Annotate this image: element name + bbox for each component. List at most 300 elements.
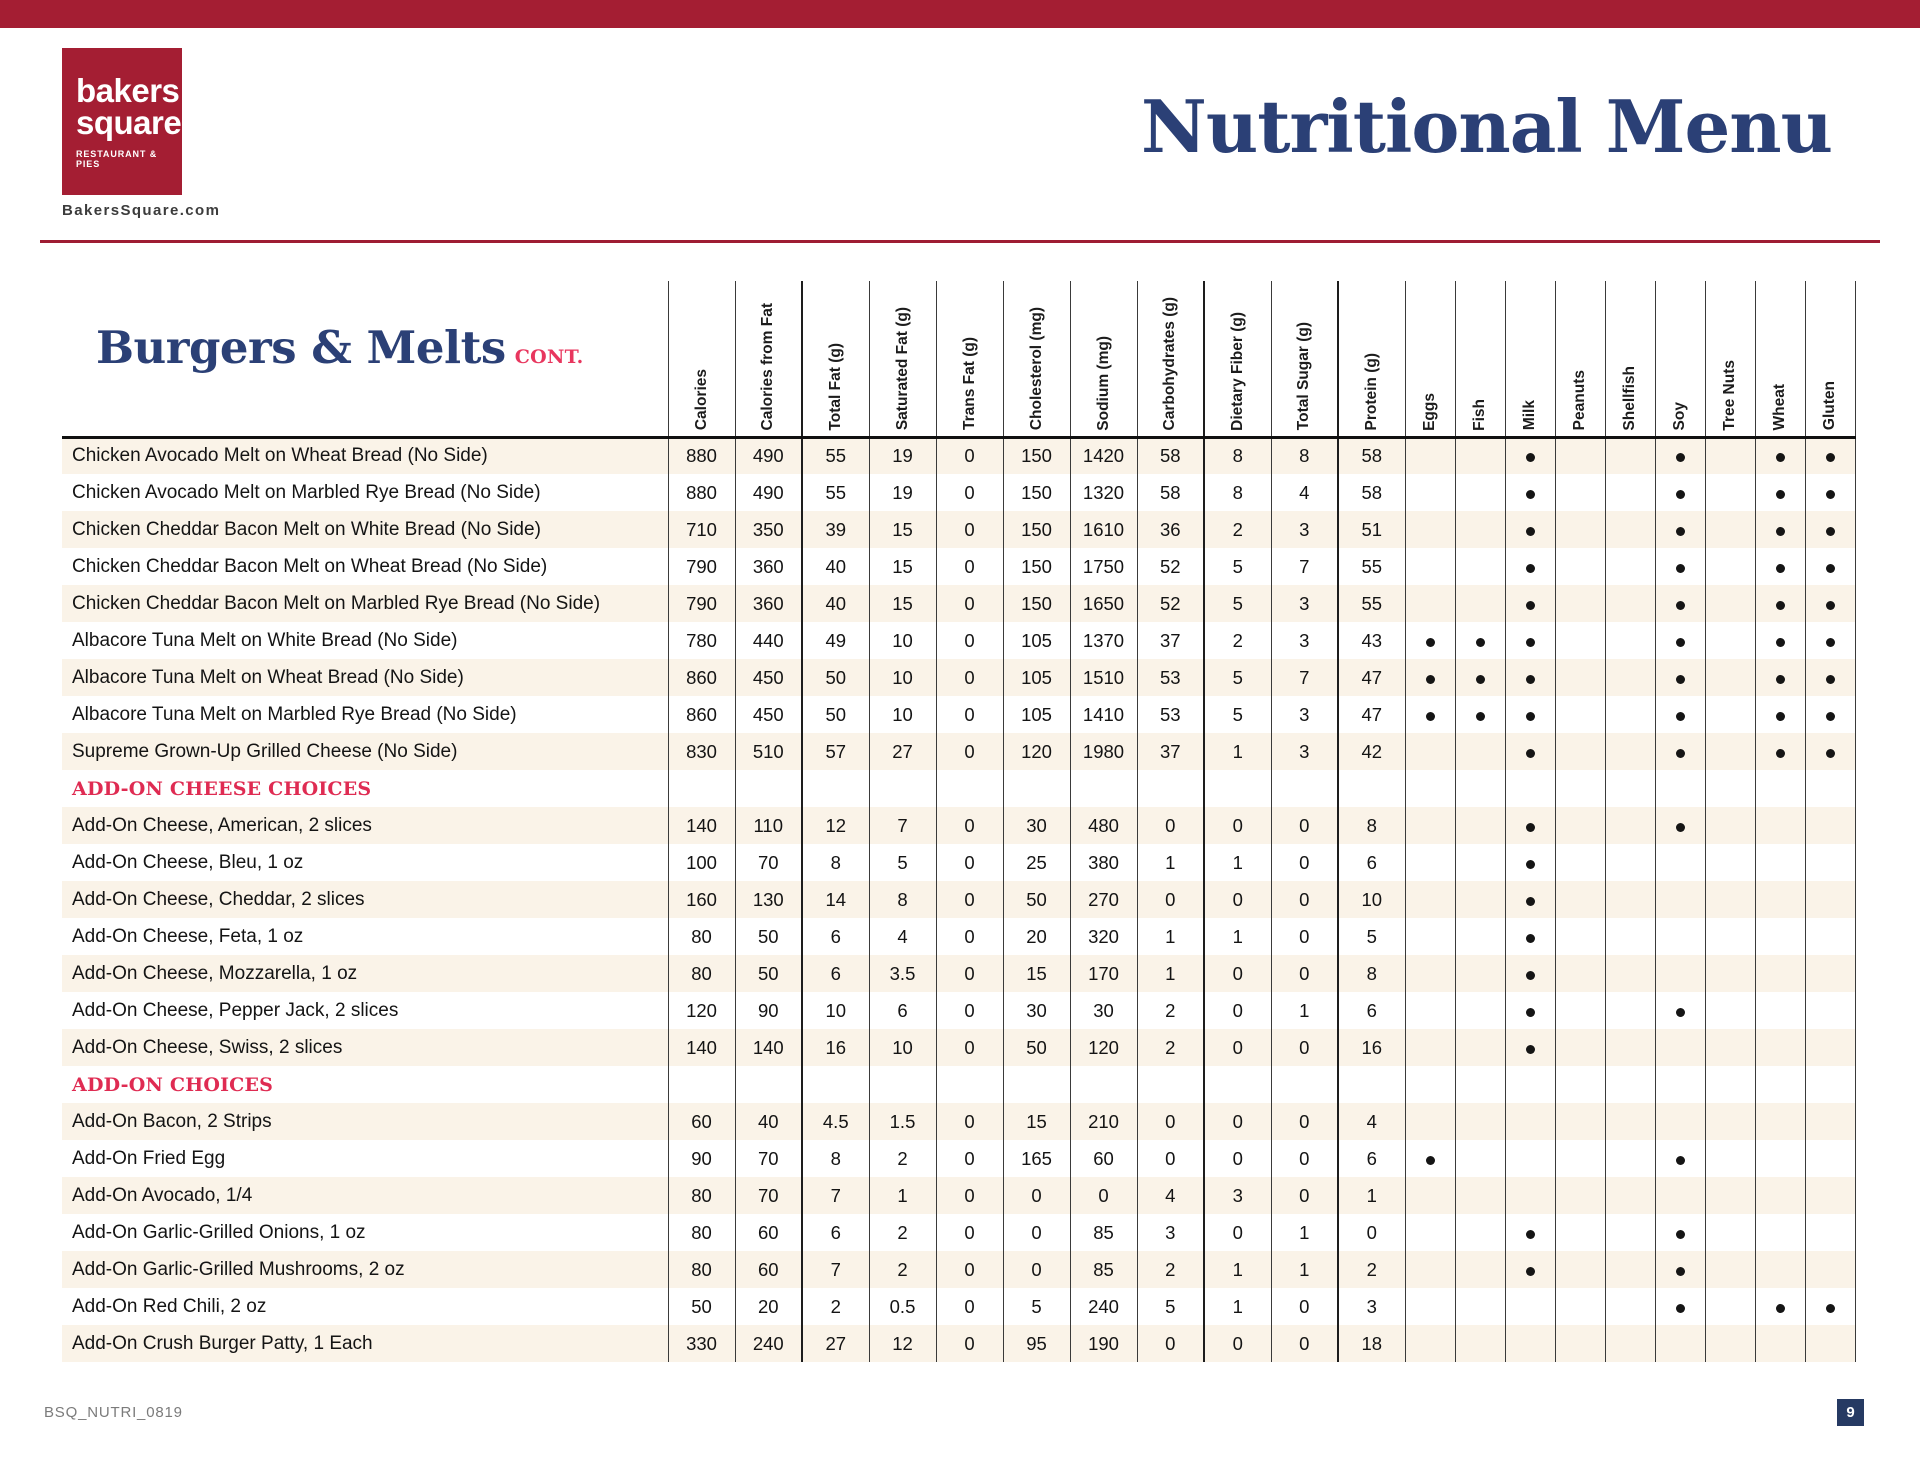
value-cell: 0 (936, 992, 1003, 1029)
value-cell: 0 (1204, 807, 1271, 844)
allergen-cell (1405, 1177, 1455, 1214)
value-cell: 52 (1137, 548, 1204, 585)
item-name-cell: Chicken Avocado Melt on Marbled Rye Bread (No Side) (62, 474, 668, 511)
value-cell: 780 (668, 622, 735, 659)
allergen-cell (1705, 1177, 1755, 1214)
allergen-dot-icon (1426, 638, 1435, 647)
allergen-cell (1405, 548, 1455, 585)
item-name-cell: Albacore Tuna Melt on Marbled Rye Bread (No Side) (62, 696, 668, 733)
table-row (62, 1140, 1855, 1177)
allergen-cell (1505, 585, 1555, 622)
value-cell: 7 (802, 1251, 869, 1288)
allergen-cell (1555, 1325, 1605, 1362)
allergen-cell (1555, 511, 1605, 548)
value-cell: 4 (1137, 1177, 1204, 1214)
allergen-cell (1555, 1214, 1605, 1251)
allergen-cell (1805, 696, 1855, 733)
allergen-cell (1755, 992, 1805, 1029)
allergen-dot-icon (1826, 527, 1835, 536)
allergen-cell (1605, 1029, 1655, 1066)
value-cell: 0 (936, 1214, 1003, 1251)
allergen-cell (1505, 1066, 1555, 1103)
allergen-cell (1605, 585, 1655, 622)
table-row (62, 918, 1855, 955)
value-cell: 0 (936, 881, 1003, 918)
allergen-dot-icon (1776, 601, 1785, 610)
value-cell: 0 (936, 1029, 1003, 1066)
column-header-eggs: Eggs (1405, 281, 1455, 437)
allergen-cell (1455, 1066, 1505, 1103)
site-url: BakersSquare.com (62, 202, 221, 219)
table-row (62, 807, 1855, 844)
value-cell: 0 (936, 622, 1003, 659)
allergen-cell (1755, 474, 1805, 511)
allergen-dot-icon (1776, 564, 1785, 573)
allergen-cell (1755, 1214, 1805, 1251)
allergen-cell (1655, 955, 1705, 992)
value-cell: 2 (1137, 992, 1204, 1029)
value-cell: 3 (1204, 1177, 1271, 1214)
value-cell: 95 (1003, 1325, 1070, 1362)
value-cell: 4 (1338, 1103, 1405, 1140)
value-cell: 15 (1003, 1103, 1070, 1140)
value-cell: 0 (936, 955, 1003, 992)
value-cell: 120 (1070, 1029, 1137, 1066)
value-cell: 0 (1204, 1325, 1271, 1362)
value-cell: 6 (802, 1214, 869, 1251)
allergen-cell (1605, 548, 1655, 585)
item-name-cell: Chicken Cheddar Bacon Melt on Marbled Rye Bread (No Side) (62, 585, 668, 622)
table-row (62, 1103, 1855, 1140)
allergen-cell (1805, 844, 1855, 881)
allergen-dot-icon (1526, 453, 1535, 462)
allergen-cell (1605, 1325, 1655, 1362)
allergen-cell (1505, 770, 1555, 807)
column-header-calories-from-fat: Calories from Fat (735, 281, 802, 437)
value-cell: 880 (668, 474, 735, 511)
value-cell: 6 (1338, 1140, 1405, 1177)
allergen-dot-icon (1526, 823, 1535, 832)
allergen-cell (1505, 918, 1555, 955)
table-row (62, 696, 1855, 733)
column-header-saturated-fat-g: Saturated Fat (g) (869, 281, 936, 437)
value-cell: 0 (1137, 807, 1204, 844)
value-cell (1338, 1066, 1405, 1103)
value-cell: 55 (802, 474, 869, 511)
allergen-dot-icon (1676, 712, 1685, 721)
value-cell: 3 (1271, 511, 1338, 548)
allergen-cell (1705, 733, 1755, 770)
allergen-cell (1605, 807, 1655, 844)
allergen-dot-icon (1526, 749, 1535, 758)
allergen-cell (1655, 659, 1705, 696)
allergen-cell (1455, 585, 1505, 622)
value-cell: 6 (802, 955, 869, 992)
allergen-cell (1555, 1288, 1605, 1325)
value-cell: 0 (1271, 1177, 1338, 1214)
value-cell: 0 (936, 918, 1003, 955)
allergen-cell (1455, 474, 1505, 511)
allergen-cell (1755, 918, 1805, 955)
value-cell: 490 (735, 437, 802, 474)
allergen-dot-icon (1826, 638, 1835, 647)
column-header-total-sugar-g: Total Sugar (g) (1271, 281, 1338, 437)
item-name-cell: Add-On Fried Egg (62, 1140, 668, 1177)
table-row (62, 844, 1855, 881)
footer-doc-code: BSQ_NUTRI_0819 (44, 1404, 183, 1421)
bakers-square-logo (62, 48, 197, 195)
value-cell: 55 (1338, 585, 1405, 622)
value-cell: 20 (735, 1288, 802, 1325)
table-row (62, 733, 1855, 770)
allergen-cell (1505, 992, 1555, 1029)
value-cell: 70 (735, 844, 802, 881)
allergen-cell (1455, 659, 1505, 696)
value-cell: 15 (869, 548, 936, 585)
allergen-dot-icon (1526, 490, 1535, 499)
value-cell: 105 (1003, 659, 1070, 696)
allergen-cell (1405, 437, 1455, 474)
allergen-cell (1705, 1140, 1755, 1177)
value-cell: 1 (1271, 1214, 1338, 1251)
allergen-cell (1655, 1103, 1705, 1140)
allergen-cell (1555, 733, 1605, 770)
allergen-cell (1605, 992, 1655, 1029)
value-cell: 0 (936, 659, 1003, 696)
value-cell: 1370 (1070, 622, 1137, 659)
table-row (62, 955, 1855, 992)
allergen-cell (1605, 659, 1655, 696)
allergen-cell (1505, 881, 1555, 918)
value-cell (735, 1066, 802, 1103)
allergen-dot-icon (1526, 934, 1535, 943)
allergen-dot-icon (1676, 638, 1685, 647)
allergen-cell (1455, 1251, 1505, 1288)
value-cell: 1 (1137, 955, 1204, 992)
allergen-cell (1705, 1288, 1755, 1325)
value-cell: 0 (1204, 955, 1271, 992)
table-heading-cont: CONT. (514, 346, 584, 368)
allergen-cell (1605, 1177, 1655, 1214)
value-cell: 15 (869, 511, 936, 548)
allergen-cell (1755, 844, 1805, 881)
value-cell: 70 (735, 1177, 802, 1214)
value-cell: 0 (936, 511, 1003, 548)
allergen-cell (1605, 511, 1655, 548)
allergen-dot-icon (1826, 601, 1835, 610)
value-cell: 0 (1070, 1177, 1137, 1214)
allergen-cell (1405, 992, 1455, 1029)
allergen-dot-icon (1526, 564, 1535, 573)
value-cell: 1 (1338, 1177, 1405, 1214)
allergen-cell (1555, 955, 1605, 992)
allergen-dot-icon (1826, 490, 1835, 499)
value-cell: 30 (1003, 992, 1070, 1029)
allergen-cell (1705, 1214, 1755, 1251)
logo-line-2: square.® (76, 104, 197, 142)
value-cell: 150 (1003, 511, 1070, 548)
value-cell: 3 (1338, 1288, 1405, 1325)
allergen-cell (1505, 1288, 1555, 1325)
table-row (62, 659, 1855, 696)
allergen-cell (1755, 733, 1805, 770)
allergen-dot-icon (1776, 638, 1785, 647)
value-cell: 1 (1204, 1251, 1271, 1288)
value-cell: 85 (1070, 1214, 1137, 1251)
allergen-cell (1605, 1066, 1655, 1103)
value-cell: 8 (869, 881, 936, 918)
value-cell: 50 (802, 659, 869, 696)
allergen-cell (1605, 1103, 1655, 1140)
allergen-cell (1505, 844, 1555, 881)
value-cell: 10 (1338, 881, 1405, 918)
allergen-cell (1755, 659, 1805, 696)
allergen-cell (1405, 955, 1455, 992)
value-cell (1137, 770, 1204, 807)
table-row (62, 622, 1855, 659)
value-cell: 6 (802, 918, 869, 955)
value-cell: 7 (1271, 548, 1338, 585)
allergen-dot-icon (1526, 1230, 1535, 1239)
allergen-cell (1705, 770, 1755, 807)
allergen-cell (1755, 770, 1805, 807)
allergen-cell (1455, 955, 1505, 992)
value-cell: 0 (1271, 1325, 1338, 1362)
value-cell: 1 (1271, 1251, 1338, 1288)
value-cell: 190 (1070, 1325, 1137, 1362)
value-cell: 2 (869, 1214, 936, 1251)
allergen-dot-icon (1676, 564, 1685, 573)
value-cell: 50 (802, 696, 869, 733)
allergen-cell (1805, 659, 1855, 696)
item-name-cell: Chicken Avocado Melt on Wheat Bread (No Side) (62, 437, 668, 474)
page-title: Nutritional Menu (1141, 84, 1832, 169)
allergen-cell (1405, 918, 1455, 955)
column-header-soy: Soy (1655, 281, 1705, 437)
allergen-cell (1455, 1325, 1505, 1362)
allergen-cell (1505, 1214, 1555, 1251)
value-cell: 880 (668, 437, 735, 474)
allergen-dot-icon (1526, 601, 1535, 610)
value-cell: 0 (1204, 1103, 1271, 1140)
allergen-dot-icon (1526, 897, 1535, 906)
allergen-dot-icon (1676, 749, 1685, 758)
value-cell: 30 (1003, 807, 1070, 844)
item-name-cell: Albacore Tuna Melt on White Bread (No Side) (62, 622, 668, 659)
allergen-dot-icon (1776, 675, 1785, 684)
value-cell: 0 (936, 1177, 1003, 1214)
value-cell: 5 (1137, 1288, 1204, 1325)
allergen-cell (1705, 918, 1755, 955)
allergen-cell (1655, 1029, 1705, 1066)
column-header-total-fat-g: Total Fat (g) (802, 281, 869, 437)
value-cell: 40 (735, 1103, 802, 1140)
allergen-cell (1555, 622, 1605, 659)
value-cell: 0 (1003, 1251, 1070, 1288)
value-cell (1338, 770, 1405, 807)
value-cell: 130 (735, 881, 802, 918)
allergen-cell (1455, 770, 1505, 807)
item-name-cell: Chicken Cheddar Bacon Melt on White Bread (No Side) (62, 511, 668, 548)
section-label-cell: ADD-ON CHOICES (62, 1066, 668, 1103)
allergen-dot-icon (1826, 712, 1835, 721)
value-cell: 270 (1070, 881, 1137, 918)
allergen-cell (1755, 437, 1805, 474)
value-cell: 320 (1070, 918, 1137, 955)
section-row (62, 1066, 1855, 1103)
value-cell: 3.5 (869, 955, 936, 992)
value-cell: 53 (1137, 659, 1204, 696)
value-cell: 12 (802, 807, 869, 844)
allergen-cell (1455, 696, 1505, 733)
allergen-cell (1555, 770, 1605, 807)
page-number-badge: 9 (1837, 1399, 1864, 1426)
allergen-cell (1805, 548, 1855, 585)
value-cell: 450 (735, 696, 802, 733)
value-cell: 1 (1204, 733, 1271, 770)
value-cell: 47 (1338, 659, 1405, 696)
item-name-cell: Chicken Cheddar Bacon Melt on Wheat Bread (No Side) (62, 548, 668, 585)
allergen-dot-icon (1476, 712, 1485, 721)
allergen-cell (1705, 844, 1755, 881)
value-cell: 19 (869, 474, 936, 511)
item-name-cell: Add-On Cheese, Bleu, 1 oz (62, 844, 668, 881)
allergen-cell (1755, 1251, 1805, 1288)
allergen-cell (1505, 622, 1555, 659)
allergen-cell (1505, 1177, 1555, 1214)
value-cell: 0 (936, 733, 1003, 770)
allergen-cell (1555, 1103, 1605, 1140)
value-cell: 60 (1070, 1140, 1137, 1177)
value-cell: 5 (1204, 696, 1271, 733)
allergen-cell (1455, 844, 1505, 881)
value-cell: 0 (1204, 1140, 1271, 1177)
allergen-cell (1555, 918, 1605, 955)
allergen-dot-icon (1526, 1045, 1535, 1054)
allergen-cell (1755, 1288, 1805, 1325)
allergen-cell (1405, 622, 1455, 659)
table-heading: Burgers & Melts (96, 321, 506, 374)
value-cell: 0 (936, 548, 1003, 585)
allergen-cell (1655, 511, 1705, 548)
allergen-cell (1655, 807, 1705, 844)
table-row (62, 474, 1855, 511)
allergen-cell (1655, 474, 1705, 511)
value-cell: 0 (1137, 881, 1204, 918)
allergen-cell (1755, 1140, 1805, 1177)
value-cell: 150 (1003, 585, 1070, 622)
table-row (62, 585, 1855, 622)
allergen-cell (1805, 474, 1855, 511)
section-label-cell: ADD-ON CHEESE CHOICES (62, 770, 668, 807)
value-cell: 0 (936, 696, 1003, 733)
allergen-dot-icon (1676, 490, 1685, 499)
value-cell: 20 (1003, 918, 1070, 955)
allergen-cell (1455, 733, 1505, 770)
allergen-cell (1555, 1066, 1605, 1103)
value-cell: 42 (1338, 733, 1405, 770)
value-cell: 80 (668, 1251, 735, 1288)
value-cell: 47 (1338, 696, 1405, 733)
allergen-cell (1755, 1029, 1805, 1066)
allergen-cell (1455, 918, 1505, 955)
value-cell: 480 (1070, 807, 1137, 844)
value-cell: 120 (668, 992, 735, 1029)
value-cell: 1610 (1070, 511, 1137, 548)
allergen-dot-icon (1526, 1267, 1535, 1276)
allergen-dot-icon (1776, 712, 1785, 721)
value-cell: 6 (869, 992, 936, 1029)
allergen-dot-icon (1476, 675, 1485, 684)
column-header-peanuts: Peanuts (1555, 281, 1605, 437)
allergen-cell (1605, 1214, 1655, 1251)
value-cell: 58 (1137, 437, 1204, 474)
allergen-cell (1555, 474, 1605, 511)
header-divider (40, 240, 1880, 243)
value-cell: 360 (735, 585, 802, 622)
allergen-dot-icon (1676, 527, 1685, 536)
allergen-cell (1605, 881, 1655, 918)
value-cell: 0 (1204, 992, 1271, 1029)
allergen-cell (1755, 955, 1805, 992)
allergen-cell (1555, 1029, 1605, 1066)
allergen-dot-icon (1826, 1304, 1835, 1313)
allergen-dot-icon (1676, 675, 1685, 684)
value-cell: 58 (1338, 437, 1405, 474)
value-cell: 1 (869, 1177, 936, 1214)
allergen-cell (1805, 955, 1855, 992)
allergen-dot-icon (1676, 453, 1685, 462)
value-cell: 8 (1271, 437, 1338, 474)
value-cell: 5 (869, 844, 936, 881)
value-cell: 1510 (1070, 659, 1137, 696)
value-cell: 2 (1137, 1251, 1204, 1288)
allergen-cell (1655, 733, 1705, 770)
item-name-cell: Add-On Avocado, 1/4 (62, 1177, 668, 1214)
allergen-cell (1455, 1140, 1505, 1177)
value-cell: 0 (936, 437, 1003, 474)
value-cell: 5 (1204, 548, 1271, 585)
value-cell: 27 (869, 733, 936, 770)
value-cell: 5 (1204, 659, 1271, 696)
allergen-cell (1405, 1103, 1455, 1140)
value-cell: 30 (1070, 992, 1137, 1029)
allergen-cell (1655, 437, 1705, 474)
allergen-cell (1805, 1103, 1855, 1140)
allergen-cell (1655, 770, 1705, 807)
value-cell: 3 (1271, 622, 1338, 659)
table-header-row (62, 281, 1855, 437)
allergen-dot-icon (1426, 675, 1435, 684)
allergen-dot-icon (1676, 1008, 1685, 1017)
column-header-carbohydrates-g: Carbohydrates (g) (1137, 281, 1204, 437)
allergen-cell (1755, 807, 1805, 844)
value-cell: 0 (936, 585, 1003, 622)
value-cell (668, 770, 735, 807)
value-cell (1003, 1066, 1070, 1103)
allergen-cell (1505, 437, 1555, 474)
value-cell: 0 (1271, 807, 1338, 844)
allergen-cell (1455, 437, 1505, 474)
allergen-cell (1555, 585, 1605, 622)
allergen-cell (1655, 1288, 1705, 1325)
allergen-cell (1455, 1214, 1505, 1251)
allergen-cell (1555, 881, 1605, 918)
value-cell: 1320 (1070, 474, 1137, 511)
value-cell: 70 (735, 1140, 802, 1177)
value-cell: 12 (869, 1325, 936, 1362)
allergen-cell (1655, 992, 1705, 1029)
